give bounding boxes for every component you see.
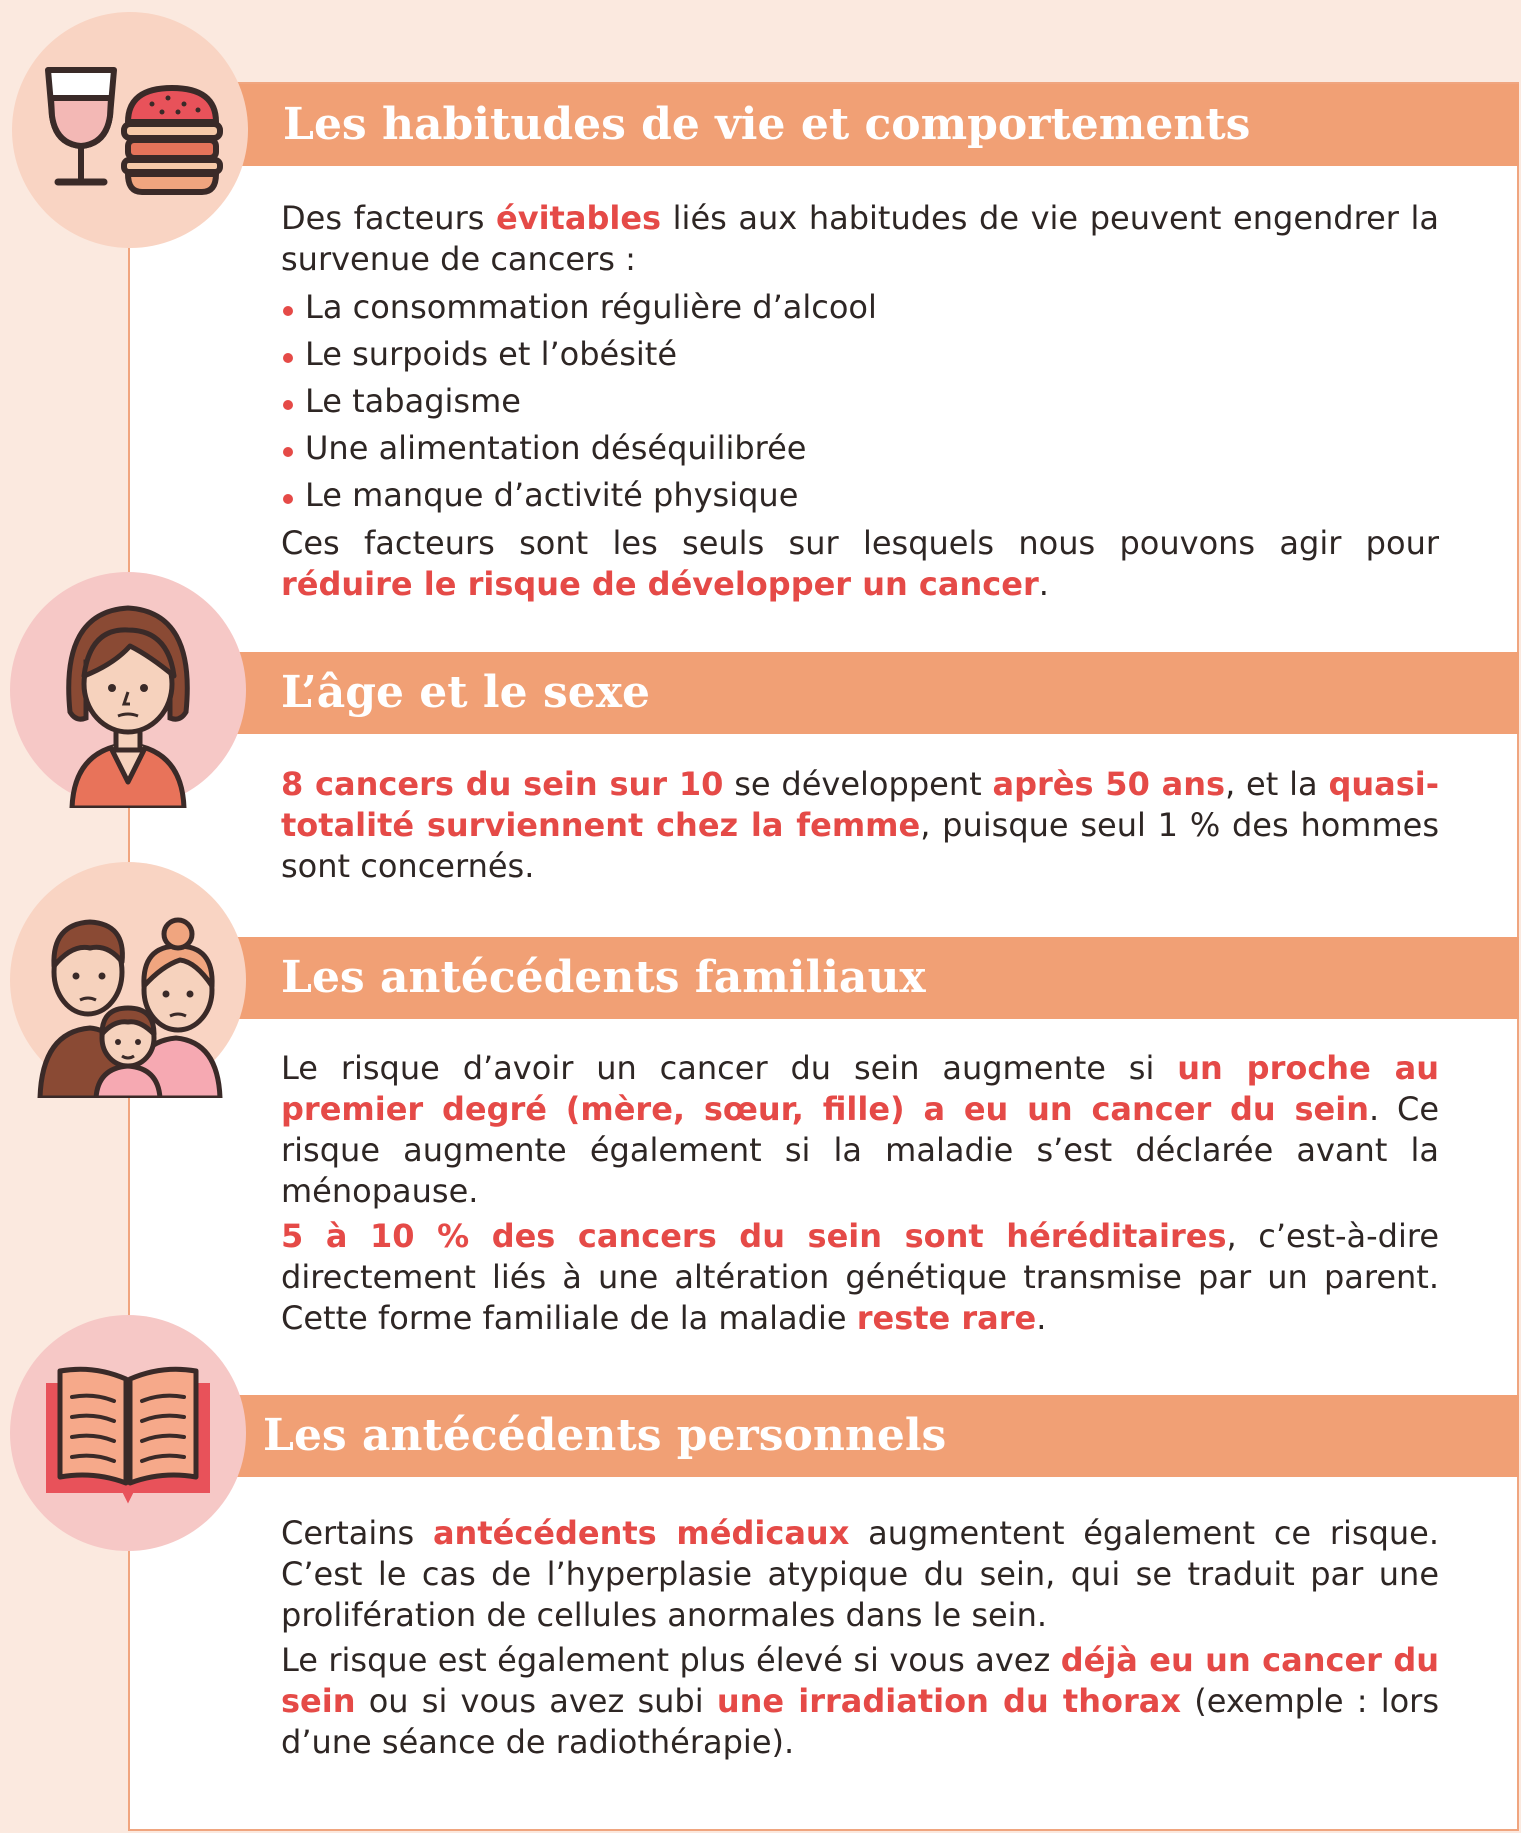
section-header-habits <box>128 84 1519 166</box>
highlight: après 50 ans <box>992 765 1226 803</box>
section-text-family <box>281 1048 1439 1339</box>
section-text-habits <box>281 198 1439 605</box>
section-title: L’âge et le sexe <box>281 667 650 718</box>
section-title: Les antécédents familiaux <box>281 952 926 1003</box>
list-item: Le tabagisme <box>281 378 1439 425</box>
highlight: reste rare <box>856 1299 1037 1337</box>
family-paragraph-1 <box>281 1048 1439 1212</box>
personal-paragraph-1 <box>281 1513 1439 1636</box>
text: Le risque est également plus élevé si vous avez <box>281 1641 1061 1679</box>
text: Le risque d’avoir un cancer du sein augmente si <box>281 1049 1178 1087</box>
personal-paragraph-2 <box>281 1640 1439 1763</box>
family-icon <box>10 862 246 1098</box>
text: Des facteurs <box>281 199 497 237</box>
text: augmentent également ce risque. C’est le cas de l’hyperplasie atypique du sein, qui se traduit par une prolifération de cellules anormales dans le sein. <box>281 1514 1440 1634</box>
highlight: 8 cancers du sein sur 10 <box>281 765 724 803</box>
outro-paragraph <box>281 523 1439 605</box>
section-header-personal <box>128 1395 1519 1477</box>
book-icon <box>10 1315 246 1551</box>
list-item: Le surpoids et l’obésité <box>281 331 1439 378</box>
highlight: déjà eu un cancer du sein <box>281 1641 1440 1720</box>
text: . <box>1038 565 1049 603</box>
age-paragraph <box>281 764 1439 887</box>
text: Ces facteurs sont les seuls sur lesquels nous pouvons agir pour <box>281 524 1439 562</box>
highlight: réduire le risque de développer un cancer <box>281 565 1039 603</box>
text: , puisque seul 1 % des hommes sont concernés. <box>281 806 1439 885</box>
list-item: Une alimentation déséquilibrée <box>281 425 1439 472</box>
wine-burger-icon <box>12 12 248 248</box>
section-title: Les antécédents personnels <box>263 1410 947 1461</box>
highlight: quasi-totalité surviennent chez la femme <box>281 765 1440 844</box>
section-header-age <box>128 652 1519 734</box>
highlight: 5 à 10 % des cancers du sein sont héréditaires <box>281 1217 1227 1255</box>
section-title: Les habitudes de vie et comportements <box>283 99 1251 150</box>
highlight: évitables <box>496 199 662 237</box>
text: se développent <box>723 765 993 803</box>
highlight: une irradiation du thorax <box>716 1682 1181 1720</box>
section-header-family <box>128 937 1519 1019</box>
highlight: un proche au premier degré (mère, sœur, fille) a eu un cancer du sein <box>281 1049 1440 1128</box>
text: (exemple : lors d’une séance de radiothérapie). <box>281 1682 1440 1761</box>
intro-paragraph <box>281 198 1439 280</box>
highlight: antécédents médicaux <box>432 1514 850 1552</box>
text: . <box>1036 1299 1047 1337</box>
section-text-age <box>281 764 1439 887</box>
text: Certains <box>281 1514 433 1552</box>
text: . Ce risque augmente également si la maladie s’est déclarée avant la ménopause. <box>281 1090 1440 1210</box>
woman-icon <box>10 572 246 808</box>
section-text-personal <box>281 1513 1439 1763</box>
list-item: Le manque d’activité physique <box>281 472 1439 519</box>
text: liés aux habitudes de vie peuvent engendrer la survenue de cancers : <box>281 199 1440 278</box>
text: ou si vous avez subi <box>355 1682 717 1720</box>
text: , et la <box>1225 765 1329 803</box>
list-item: La consommation régulière d’alcool <box>281 284 1439 331</box>
family-paragraph-2 <box>281 1216 1439 1339</box>
risk-factor-list <box>281 284 1439 519</box>
text: , c’est-à-dire directement liés à une altération génétique transmise par un parent. Cette forme familiale de la maladie <box>281 1217 1440 1337</box>
